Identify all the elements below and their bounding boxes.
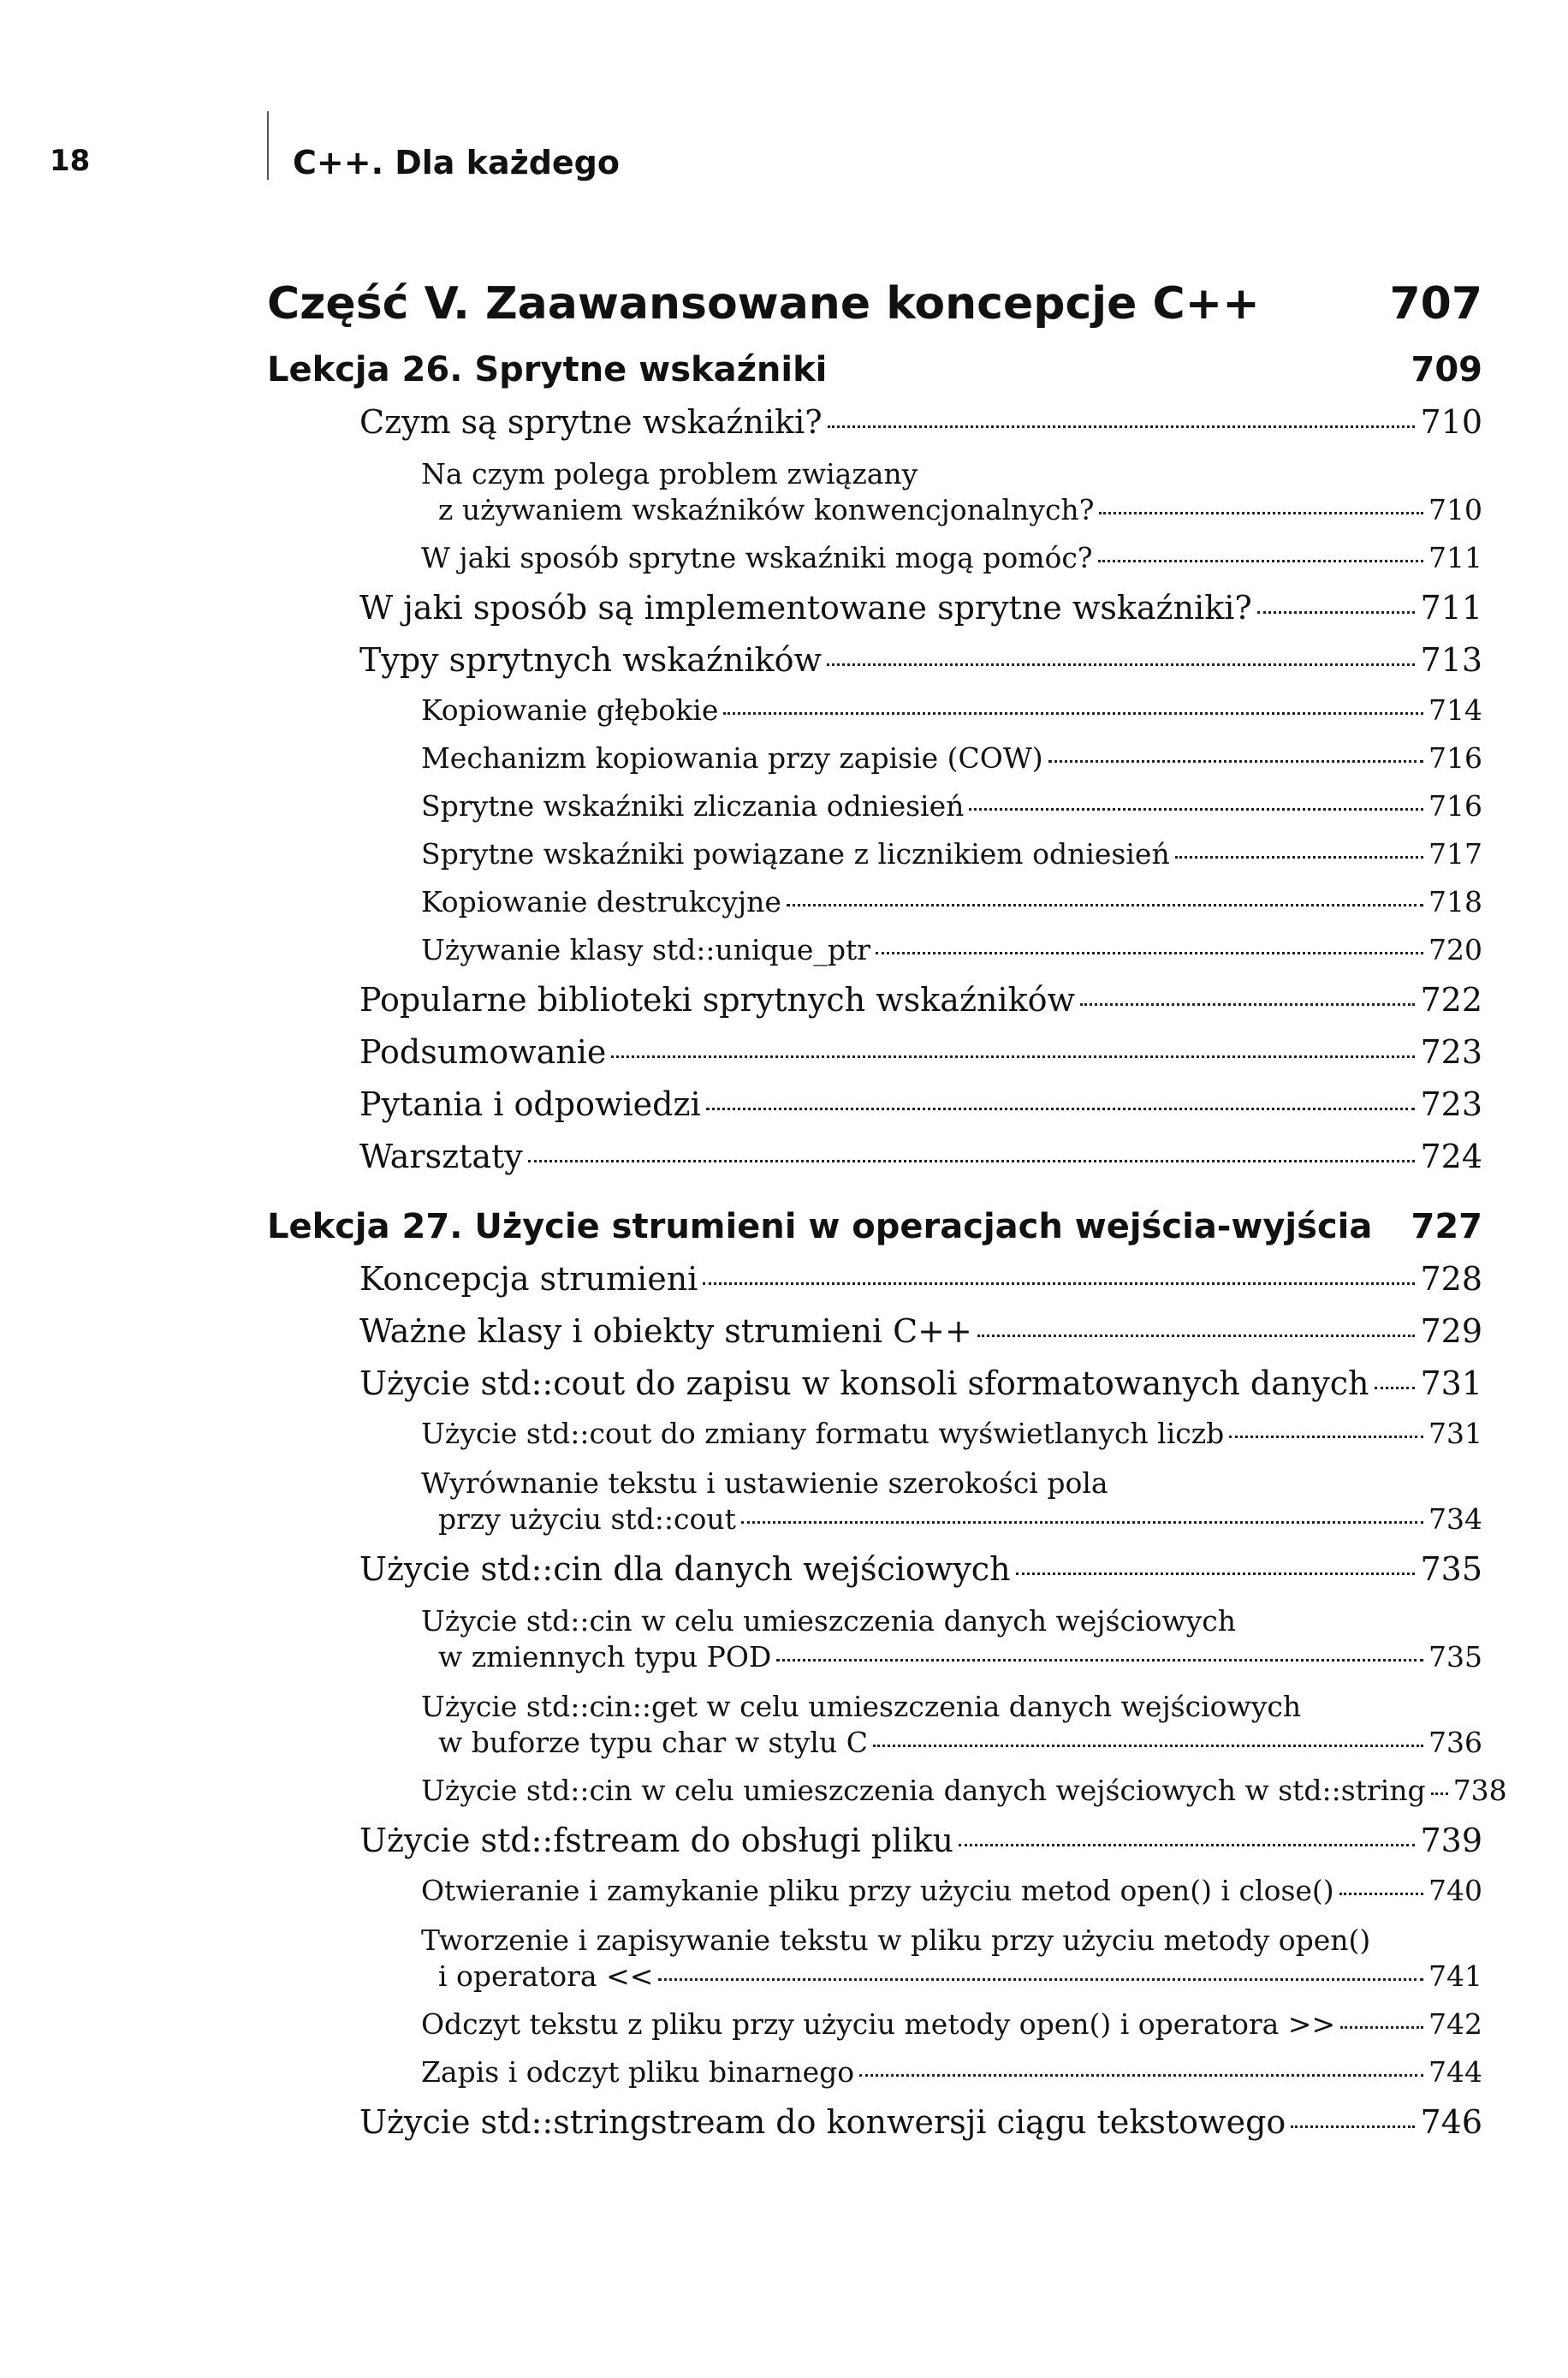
toc-entry xyxy=(267,837,1482,885)
page-number: 18 xyxy=(50,144,91,178)
header-divider xyxy=(267,111,269,180)
lesson-heading xyxy=(267,350,1482,403)
entry-page: 723 xyxy=(1420,1085,1482,1123)
toc-entry xyxy=(267,641,1482,693)
dot-leader xyxy=(977,1335,1416,1337)
dot-leader xyxy=(723,712,1423,715)
entry-page: 731 xyxy=(1428,1417,1482,1450)
table-of-contents xyxy=(267,278,1507,2155)
toc-entry xyxy=(267,1465,1482,1550)
part-page: 707 xyxy=(1389,278,1482,330)
toc-entry xyxy=(267,541,1482,589)
dot-leader xyxy=(876,952,1423,954)
entry-page: 720 xyxy=(1428,933,1482,966)
entry-title: Użycie std::cin w celu umieszczenia danych wejściowych xyxy=(421,1604,1236,1638)
entry-page: 735 xyxy=(1420,1550,1482,1588)
entry-title-continued: przy użyciu std::cout xyxy=(438,1502,736,1536)
toc-entry xyxy=(267,741,1482,789)
entry-title-continued: w zmiennych typu POD xyxy=(438,1640,772,1674)
entry-page: 717 xyxy=(1428,837,1482,871)
toc-entry xyxy=(267,981,1482,1033)
dot-leader xyxy=(1098,560,1423,562)
entry-page: 744 xyxy=(1428,2055,1482,2089)
entry-title: Odczyt tekstu z pliku przy użyciu metody open() i operatora >> xyxy=(421,2007,1336,2041)
entry-page: 731 xyxy=(1420,1364,1482,1402)
entry-page: 723 xyxy=(1420,1033,1482,1071)
entry-title: Mechanizm kopiowania przy zapisie (COW) xyxy=(421,741,1043,775)
entry-title-continued: i operatora << xyxy=(438,1959,654,1993)
toc-entry xyxy=(267,1138,1482,1190)
dot-leader xyxy=(1175,856,1423,859)
dot-leader xyxy=(741,1521,1423,1524)
entry-title: Czym są sprytne wskaźniki? xyxy=(359,403,823,441)
toc-entry xyxy=(267,1033,1482,1085)
entry-title: Użycie std::cin dla danych wejściowych xyxy=(359,1550,1011,1588)
entry-title: Użycie std::cin w celu umieszczenia danych wejściowych w std::string xyxy=(421,1774,1426,1807)
entry-page: 716 xyxy=(1428,741,1482,775)
lesson-page: 709 xyxy=(1411,350,1482,389)
dot-leader xyxy=(1340,2026,1423,2029)
entry-page: 716 xyxy=(1428,789,1482,823)
entry-title: Sprytne wskaźniki zliczania odniesień xyxy=(421,789,965,823)
entry-page: 722 xyxy=(1420,981,1482,1019)
entry-title: Sprytne wskaźniki powiązane z licznikiem odniesień xyxy=(421,837,1170,871)
toc-entry xyxy=(267,455,1482,541)
toc-entry xyxy=(267,2103,1482,2155)
toc-entry xyxy=(267,1774,1507,1822)
dot-leader xyxy=(873,1745,1423,1747)
toc-entry xyxy=(267,933,1482,981)
toc-entry xyxy=(267,589,1482,641)
entry-title: Popularne biblioteki sprytnych wskaźników xyxy=(359,981,1076,1019)
dot-leader xyxy=(1339,1893,1423,1895)
toc-entry xyxy=(267,1260,1482,1312)
entry-page: 736 xyxy=(1428,1726,1482,1759)
entry-title: Użycie std::stringstream do konwersji ciągu tekstowego xyxy=(359,2103,1286,2141)
entry-title-continued: z używaniem wskaźników konwencjonalnych? xyxy=(438,493,1095,526)
dot-leader xyxy=(1375,1387,1416,1389)
entry-page: 735 xyxy=(1428,1640,1482,1674)
entry-title: Używanie klasy std::unique_ptr xyxy=(421,933,871,966)
toc-entry xyxy=(267,789,1482,837)
toc-entry xyxy=(267,1602,1482,1688)
entry-title: Użycie std::cin::get w celu umieszczenia danych wejściowych xyxy=(421,1690,1302,1723)
toc-entry xyxy=(267,1922,1482,2007)
entry-page: 742 xyxy=(1428,2007,1482,2041)
dot-leader xyxy=(528,1160,1416,1162)
entry-title: Na czym polega problem związany xyxy=(421,457,918,490)
dot-leader xyxy=(1048,760,1423,763)
dot-leader xyxy=(1431,1792,1448,1795)
entry-title: Podsumowanie xyxy=(359,1033,607,1071)
dot-leader xyxy=(969,808,1423,811)
dot-leader xyxy=(787,904,1423,907)
entry-page: 714 xyxy=(1428,693,1482,727)
lesson-page: 727 xyxy=(1411,1207,1482,1246)
toc-entry xyxy=(267,693,1482,741)
toc-entry xyxy=(267,1312,1482,1364)
entry-page: 713 xyxy=(1420,641,1482,679)
entry-page: 711 xyxy=(1428,541,1482,574)
entry-title: Ważne klasy i obiekty strumieni C++ xyxy=(359,1312,972,1350)
dot-leader xyxy=(1291,2125,1415,2128)
entry-title: W jaki sposób sprytne wskaźniki mogą pomóc? xyxy=(421,541,1093,574)
toc-entry xyxy=(267,1688,1482,1774)
entry-page: 728 xyxy=(1420,1260,1482,1298)
entry-page: 711 xyxy=(1420,589,1482,627)
entry-title: Otwieranie i zamykanie pliku przy użyciu metod open() i close() xyxy=(421,1874,1334,1907)
entry-title: Zapis i odczyt pliku binarnego xyxy=(421,2055,855,2089)
dot-leader xyxy=(859,2074,1423,2077)
toc-entry xyxy=(267,885,1482,933)
entry-page: 739 xyxy=(1420,1822,1482,1859)
entry-title: Użycie std::fstream do obsługi pliku xyxy=(359,1822,953,1859)
dot-leader xyxy=(1016,1572,1416,1575)
dot-leader xyxy=(1099,512,1423,514)
dot-leader xyxy=(959,1844,1416,1846)
toc-entry xyxy=(267,1364,1482,1417)
entry-title: Użycie std::cout do zmiany formatu wyświetlanych liczb xyxy=(421,1417,1225,1450)
entry-page: 710 xyxy=(1420,403,1482,441)
toc-entry xyxy=(267,2055,1482,2103)
book-title: C++. Dla każdego xyxy=(293,144,620,181)
dot-leader xyxy=(706,1108,1416,1110)
entry-page: 741 xyxy=(1428,1959,1482,1993)
entry-page: 718 xyxy=(1428,885,1482,919)
toc-entry xyxy=(267,2007,1482,2055)
entry-title: Warsztaty xyxy=(359,1138,523,1175)
entry-page: 738 xyxy=(1452,1774,1507,1807)
entry-title: Pytania i odpowiedzi xyxy=(359,1085,701,1123)
entry-title: W jaki sposób są implementowane sprytne wskaźniki? xyxy=(359,589,1252,627)
toc-entry xyxy=(267,1874,1482,1922)
entry-page: 746 xyxy=(1420,2103,1482,2141)
entry-page: 740 xyxy=(1428,1874,1482,1907)
toc-entry xyxy=(267,1417,1482,1465)
entry-title: Tworzenie i zapisywanie tekstu w pliku przy użyciu metody open() xyxy=(421,1923,1371,1957)
dot-leader xyxy=(1229,1436,1423,1438)
lesson-title: Lekcja 26. Sprytne wskaźniki xyxy=(267,350,828,389)
dot-leader xyxy=(776,1659,1423,1662)
dot-leader xyxy=(703,1282,1415,1285)
entry-title: Wyrównanie tekstu i ustawienie szerokości pola xyxy=(421,1466,1108,1500)
entry-page: 710 xyxy=(1428,493,1482,526)
entry-title: Typy sprytnych wskaźników xyxy=(359,641,822,679)
dot-leader xyxy=(827,663,1415,666)
entry-title: Kopiowanie destrukcyjne xyxy=(421,885,781,919)
entry-title-continued: w buforze typu char w stylu C xyxy=(438,1726,868,1759)
part-heading xyxy=(267,278,1482,345)
toc-entry xyxy=(267,1085,1482,1138)
entry-page: 734 xyxy=(1428,1502,1482,1536)
dot-leader xyxy=(1080,1003,1415,1006)
dot-leader xyxy=(611,1055,1415,1058)
entry-title: Kopiowanie głębokie xyxy=(421,693,719,727)
lesson-title: Lekcja 27. Użycie strumieni w operacjach wejścia-wyjścia xyxy=(267,1207,1373,1246)
part-title: Część V. Zaawansowane koncepcje C++ xyxy=(267,278,1260,330)
lesson-heading xyxy=(267,1207,1482,1260)
entry-title: Koncepcja strumieni xyxy=(359,1260,698,1298)
dot-leader xyxy=(1257,611,1416,614)
entry-page: 729 xyxy=(1420,1312,1482,1350)
dot-leader xyxy=(828,425,1416,428)
entry-title: Użycie std::cout do zapisu w konsoli sformatowanych danych xyxy=(359,1364,1369,1402)
dot-leader xyxy=(658,1978,1423,1981)
toc-entry xyxy=(267,403,1482,455)
toc-entry xyxy=(267,1822,1482,1874)
toc-entry xyxy=(267,1550,1482,1602)
entry-page: 724 xyxy=(1420,1138,1482,1175)
